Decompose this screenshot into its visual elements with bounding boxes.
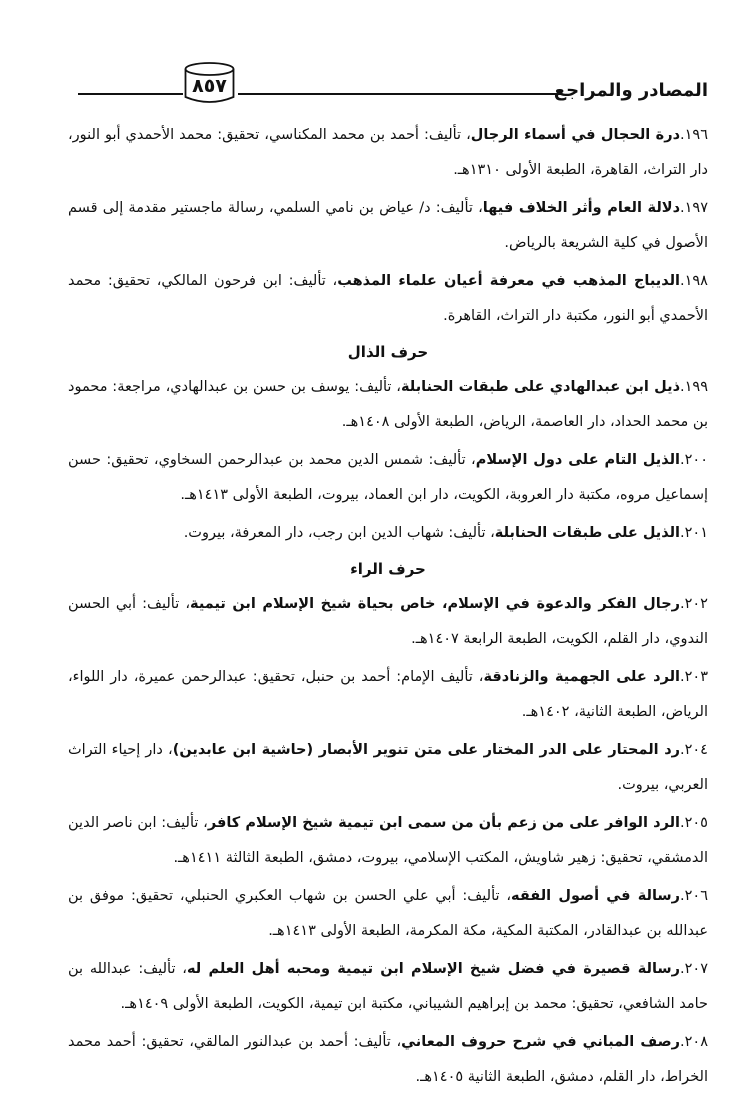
entry-number: ١٩٨. <box>680 273 708 289</box>
entry-title: الرد على الجهمية والزنادقة <box>483 669 681 685</box>
bibliography-entry <box>68 660 708 730</box>
entry-number: ٢٠٤. <box>680 742 708 758</box>
bibliography-entry <box>68 191 708 261</box>
entry-details: ، تأليف الإمام: أحمد بن حنبل، تحقيق: عبدالرحمن عميرة، دار اللواء، الرياض، الطبعة الثانية، ١٤٠٢هـ. <box>68 669 708 720</box>
entry-details: ، تأليف: يوسف بن حسن بن عبدالهادي، مراجعة: محمود بن محمد الحداد، دار العاصمة، الرياض، الطبعة الأولى ١٤٠٨هـ. <box>68 379 708 430</box>
entry-title: الذيل على طبقات الحنابلة <box>494 525 681 541</box>
bibliography <box>68 118 708 1098</box>
bibliography-entry <box>68 264 708 334</box>
header-rule-left <box>78 93 183 95</box>
bibliography-entry <box>68 516 708 551</box>
entry-number: ١٩٦. <box>680 127 708 143</box>
section-title: المصادر والمراجع <box>553 80 708 101</box>
entry-details: ، تأليف: أحمد بن محمد المكناسي، تحقيق: محمد الأحمدي أبو النور، دار التراث، القاهرة، الطبعة الأولى ١٣١٠هـ. <box>68 127 708 178</box>
entry-title: الديباج المذهب في معرفة أعيان علماء المذهب <box>337 273 680 289</box>
entry-number: ٢٠١. <box>680 525 708 541</box>
entry-number: ٢٠٨. <box>680 1034 708 1050</box>
entry-details: ، تأليف: عبدالله بن حامد الشافعي، تحقيق: محمد بن إبراهيم الشيباني، مكتبة ابن تيمية، الكويت، الطبعة الأولى ١٤٠٩هـ. <box>68 961 708 1012</box>
entry-title: الرد الوافر على من زعم بأن من سمى ابن تيمية شيخ الإسلام كافر <box>207 815 680 831</box>
bibliography-entry <box>68 733 708 803</box>
letter-heading-dhal: حرف الذال <box>347 343 429 361</box>
entry-number: ٢٠٠. <box>680 452 708 468</box>
entry-title: دلالة العام وأثر الخلاف فيها <box>482 200 681 216</box>
bibliography-entry <box>68 952 708 1022</box>
entry-title: رسالة في أصول الفقه <box>511 888 681 904</box>
entry-title: رصف المباني في شرح حروف المعاني <box>401 1034 681 1050</box>
bibliography-entry <box>68 118 708 188</box>
entry-number: ٢٠٢. <box>680 596 708 612</box>
entry-title: الذيل التام على دول الإسلام <box>475 452 681 468</box>
page-number: ٨٥٧ <box>192 75 227 97</box>
entry-details: ، دار إحياء التراث العربي، بيروت. <box>68 742 708 793</box>
entry-title: درة الحجال في أسماء الرجال <box>470 127 681 143</box>
entry-title: رد المحتار على الدر المختار على متن تنوير الأبصار (حاشية ابن عابدين) <box>172 742 680 758</box>
bibliography-entry <box>68 879 708 949</box>
entry-details: ، تأليف: ابن فرحون المالكي، تحقيق: محمد الأحمدي أبو النور، مكتبة دار التراث، القاهرة. <box>68 273 708 324</box>
entry-details: ، تأليف: شمس الدين محمد بن عبدالرحمن السخاوي، تحقيق: حسن إسماعيل مروه، مكتبة دار العروبة، الكويت، دار ابن العماد، بيروت، الطبعة الأولى ١٤١٣هـ. <box>68 452 708 503</box>
entry-number: ٢٠٦. <box>680 888 708 904</box>
entries-group-dhal <box>68 370 708 551</box>
entry-details: ، تأليف: د/ عياض بن نامي السلمي، رسالة ماجستير مقدمة إلى قسم الأصول في كلية الشريعة بالرياض. <box>68 200 708 251</box>
letter-heading-ra: حرف الراء <box>350 560 426 578</box>
entry-number: ٢٠٥. <box>680 815 708 831</box>
entry-number: ٢٠٧. <box>680 961 708 977</box>
entry-title: ذيل ابن عبدالهادي على طبقات الحنابلة <box>400 379 681 395</box>
header-rule-right <box>238 93 562 95</box>
entry-details: ، تأليف: أبي الحسن الندوي، دار القلم، الكويت، الطبعة الرابعة ١٤٠٧هـ. <box>68 596 708 647</box>
entry-number: ١٩٩. <box>680 379 708 395</box>
entry-title: رسالة قصيرة في فضل شيخ الإسلام ابن تيمية ومحبه أهل العلم له <box>187 961 681 977</box>
entry-details: ، تأليف: أحمد بن عبدالنور المالقي، تحقيق: أحمد محمد الخراط، دار القلم، دمشق، الطبعة الثانية ١٤٠٥هـ. <box>68 1034 708 1085</box>
entry-details: ، تأليف: شهاب الدين ابن رجب، دار المعرفة، بيروت. <box>183 525 495 541</box>
bibliography-entry <box>68 443 708 513</box>
bibliography-entry <box>68 806 708 876</box>
page-header <box>70 58 710 110</box>
entries-group-ra <box>68 587 708 1095</box>
page-number-badge <box>182 60 237 106</box>
bibliography-entry <box>68 1025 708 1095</box>
bibliography-entry <box>68 370 708 440</box>
entry-details: ، تأليف: أبي علي الحسن بن شهاب العكبري الحنبلي، تحقيق: موفق بن عبدالله بن عبدالقادر، المكتبة المكية، مكة المكرمة، الطبعة الأولى ١٤١٣هـ. <box>68 888 708 939</box>
entry-title: رجال الفكر والدعوة في الإسلام، خاص بحياة شيخ الإسلام ابن تيمية <box>190 596 680 612</box>
entries-group-dal <box>68 118 708 334</box>
entry-number: ١٩٧. <box>680 200 709 216</box>
bibliography-entry <box>68 587 708 657</box>
entry-number: ٢٠٣. <box>680 669 708 685</box>
entry-details: ، تأليف: ابن ناصر الدين الدمشقي، تحقيق: زهير شاويش، المكتب الإسلامي، بيروت، دمشق، الطبعة الثالثة ١٤١١هـ. <box>68 815 708 866</box>
